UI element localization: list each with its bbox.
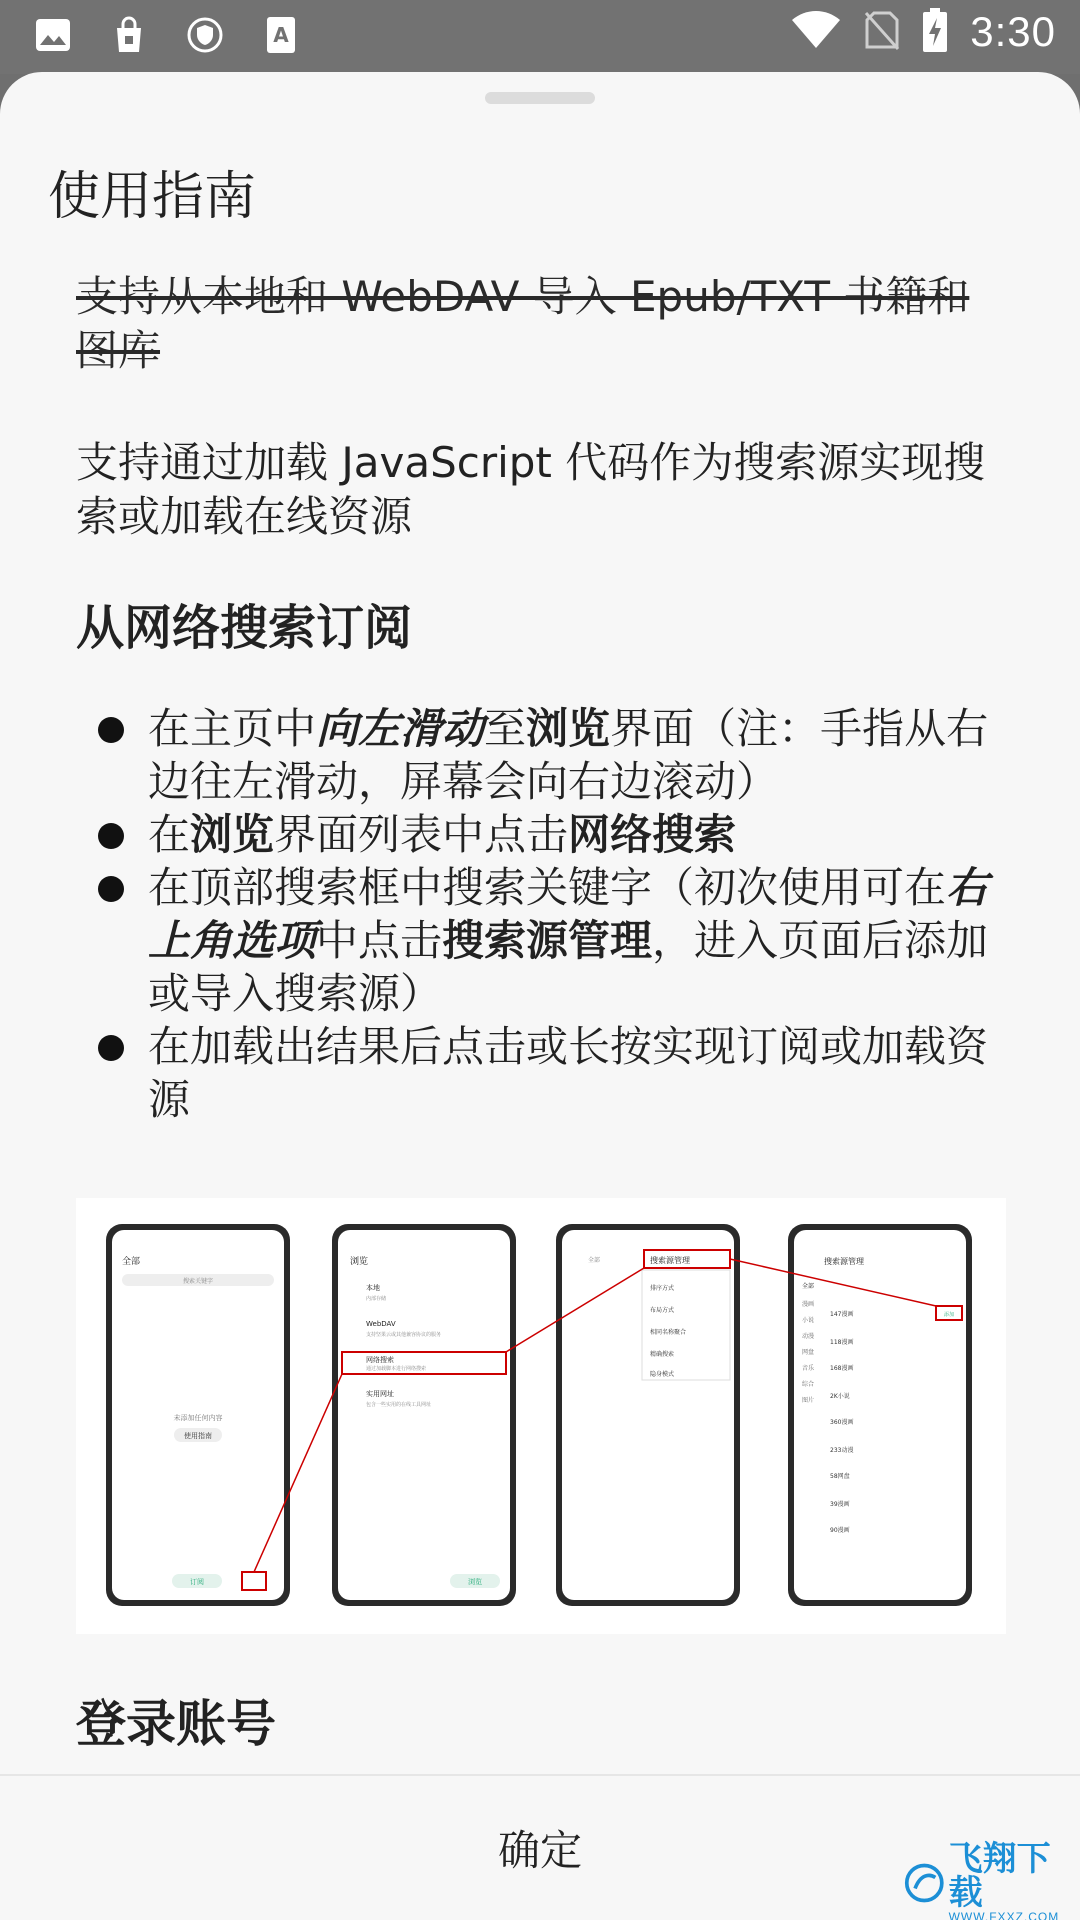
section-heading-search: 从网络搜索订阅 (76, 600, 413, 656)
guide-content (76, 270, 1006, 1126)
status-time: 3:30 (970, 8, 1056, 55)
bullet-icon (98, 823, 124, 849)
svg-text:布局方式: 布局方式 (650, 1307, 675, 1314)
svg-text:添加: 添加 (943, 1312, 955, 1318)
svg-text:浏览: 浏览 (350, 1257, 369, 1267)
list-item: 在浏览界面列表中点击网络搜索 (76, 808, 1006, 861)
svg-text:A: A (273, 23, 289, 47)
svg-text:音乐: 音乐 (802, 1365, 815, 1372)
svg-text:90漫画: 90漫画 (830, 1527, 850, 1534)
svg-text:相同名称聚合: 相同名称聚合 (650, 1329, 687, 1336)
svg-text:包含一些实用的在线工具网址: 包含一些实用的在线工具网址 (366, 1402, 432, 1408)
svg-text:排序方式: 排序方式 (650, 1285, 675, 1292)
bullet-icon (98, 876, 124, 902)
svg-text:图片: 图片 (802, 1397, 815, 1404)
no-sim-icon (864, 9, 900, 55)
svg-text:使用指南: 使用指南 (184, 1432, 212, 1440)
wifi-icon (790, 10, 842, 54)
list-item: 在顶部搜索框中搜索关键字（初次使用可在右上角选项中点击搜索源管理，进入页面后添加或导入搜索源） (76, 861, 1006, 1020)
svg-text:168漫画: 168漫画 (830, 1365, 854, 1372)
svg-text:2K小说: 2K小说 (830, 1393, 850, 1400)
svg-text:漫画: 漫画 (802, 1301, 815, 1308)
svg-text:本地: 本地 (366, 1284, 380, 1292)
font-a-icon (262, 16, 300, 54)
intro-strikethrough: 支持从本地和 WebDAV 导入 Epub/TXT 书籍和图库 (76, 272, 970, 375)
vpn-shield-icon (186, 16, 224, 54)
section-heading-login: 登录账号 (76, 1695, 276, 1753)
lock-bag-icon (110, 16, 148, 54)
svg-text:小说: 小说 (802, 1317, 815, 1324)
svg-text:精确搜索: 精确搜索 (650, 1351, 675, 1358)
svg-text:实用网址: 实用网址 (366, 1390, 394, 1398)
svg-text:58网盘: 58网盘 (830, 1473, 850, 1480)
phone-2-mockup (332, 1224, 516, 1606)
svg-text:233动漫: 233动漫 (830, 1447, 854, 1454)
svg-text:39漫画: 39漫画 (830, 1501, 850, 1508)
watermark-logo: 飞翔下载 WWW.FXXZ.COM (904, 1852, 1074, 1914)
phone-3-mockup (556, 1224, 740, 1606)
svg-text:支持坚果云或其他兼容协议的服务: 支持坚果云或其他兼容协议的服务 (366, 1332, 442, 1338)
svg-text:搜索源管理: 搜索源管理 (824, 1257, 864, 1266)
list-item: 在主页中向左滑动至浏览界面（注：手指从右边往左滑动，屏幕会向右边滚动） (76, 702, 1006, 808)
svg-text:未添加任何内容: 未添加任何内容 (173, 1414, 223, 1422)
svg-text:搜索关键字: 搜索关键字 (182, 1278, 214, 1285)
svg-text:浏览: 浏览 (468, 1578, 482, 1586)
steps-list (76, 702, 1006, 1126)
svg-text:网络搜索: 网络搜索 (366, 1356, 394, 1364)
phone-1-mockup (106, 1224, 290, 1606)
svg-text:全部: 全部 (122, 1257, 141, 1267)
svg-text:隐身模式: 隐身模式 (650, 1371, 675, 1378)
intro-text: 支持通过加载 JavaScript 代码作为搜索源实现搜索或加载在线资源 (76, 438, 986, 541)
image-icon (34, 16, 72, 54)
guide-sheet (0, 72, 1080, 1920)
bullet-icon (98, 1035, 124, 1061)
guide-illustration (76, 1198, 1006, 1634)
svg-text:通过加载脚本进行网络搜索: 通过加载脚本进行网络搜索 (366, 1366, 427, 1372)
svg-text:118漫画: 118漫画 (830, 1339, 854, 1346)
svg-text:WebDAV: WebDAV (366, 1320, 396, 1328)
list-item: 在加载出结果后点击或长按实现订阅或加载资源 (76, 1020, 1006, 1126)
svg-text:订阅: 订阅 (190, 1578, 204, 1586)
svg-text:综合: 综合 (802, 1381, 815, 1388)
dialog-title: 使用指南 (48, 167, 257, 227)
battery-charging-icon (922, 8, 948, 56)
svg-text:动漫: 动漫 (802, 1333, 815, 1340)
svg-text:全部: 全部 (802, 1283, 815, 1290)
svg-text:全部: 全部 (588, 1257, 601, 1264)
drag-handle[interactable] (485, 92, 595, 104)
svg-text:内部存储: 内部存储 (366, 1296, 387, 1302)
svg-text:147漫画: 147漫画 (830, 1311, 854, 1318)
confirm-button[interactable]: 确定 (0, 1776, 1080, 1920)
svg-text:搜索源管理: 搜索源管理 (650, 1256, 690, 1265)
svg-text:360漫画: 360漫画 (830, 1419, 854, 1426)
status-bar (0, 0, 1080, 74)
phone-4-mockup (788, 1224, 972, 1606)
bullet-icon (98, 717, 124, 743)
svg-text:网盘: 网盘 (802, 1349, 815, 1356)
